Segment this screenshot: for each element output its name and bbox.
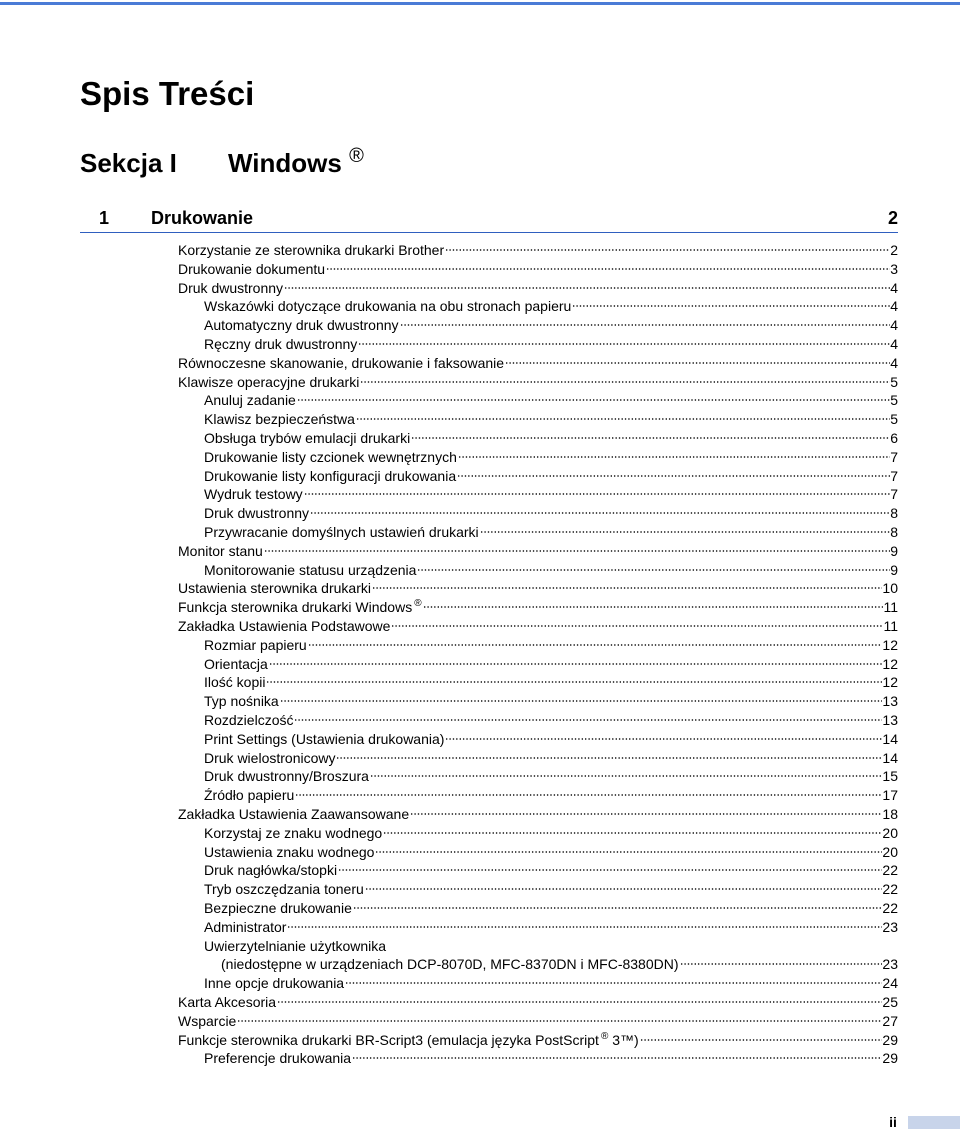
toc-entry[interactable] xyxy=(204,636,898,655)
dot-leader xyxy=(370,771,882,781)
toc-page-number: 8 xyxy=(890,505,898,522)
toc-entry-text: Obsługa trybów emulacji drukarki xyxy=(204,430,411,446)
toc-entry-text: Źródło papieru xyxy=(204,787,295,804)
toc-page-number: 4 xyxy=(890,298,898,315)
toc-page-number: 11 xyxy=(883,618,898,634)
toc-entry-title xyxy=(204,937,386,956)
toc-page-number: 7 xyxy=(890,448,898,465)
toc-entry[interactable] xyxy=(204,316,898,335)
toc-page-number: 5 xyxy=(890,392,898,409)
toc-page-number: 29 xyxy=(882,1050,898,1067)
toc-page-number: 12 xyxy=(882,655,898,672)
dot-leader xyxy=(360,377,890,387)
toc-entry-text: Orientacja xyxy=(204,655,268,672)
toc-page-number: 10 xyxy=(882,580,898,597)
toc-entry-title xyxy=(204,918,286,937)
toc-entry-text: Automatyczny druk dwustronny xyxy=(204,317,399,334)
dot-leader xyxy=(269,659,883,669)
toc-entry-title xyxy=(204,673,265,692)
toc-entry-text: Typ nośnika xyxy=(204,693,279,710)
toc-page-number: 6 xyxy=(890,430,898,446)
toc-page-number: 23 xyxy=(882,956,898,973)
toc-entry-text: Ustawienia sterownika drukarki xyxy=(178,580,371,597)
toc-page-number: 27 xyxy=(882,1012,898,1029)
toc-entry-text: Zakładka Ustawienia Zaawansowane xyxy=(178,806,410,822)
dot-leader xyxy=(280,696,883,706)
section-title: Windows xyxy=(228,148,342,178)
dot-leader xyxy=(410,809,882,819)
toc-entry-title xyxy=(204,974,344,993)
dot-leader xyxy=(338,865,882,875)
toc-entry[interactable] xyxy=(178,617,898,636)
toc-entry-text: Monitorowanie statusu urządzenia xyxy=(204,561,417,578)
toc-entry-title xyxy=(204,1049,351,1068)
toc-entry-text: Drukowanie listy czcionek wewnętrznych xyxy=(204,448,457,465)
toc-entry[interactable] xyxy=(204,918,898,937)
toc-page-number: 25 xyxy=(882,994,898,1010)
toc-page-number: 24 xyxy=(882,975,898,992)
toc-entry-text: Klawisz bezpieczeństwa xyxy=(204,411,355,428)
toc-entry[interactable] xyxy=(178,373,898,392)
toc-entry-title xyxy=(204,692,279,711)
dot-leader xyxy=(326,264,890,274)
toc-entry-title xyxy=(178,241,444,260)
toc-page-number: 7 xyxy=(890,486,898,503)
toc-entry-title xyxy=(178,579,371,598)
footer-bar xyxy=(908,1116,960,1129)
toc-entry-text-tail: 3™) xyxy=(608,1031,639,1048)
registered-mark: ® xyxy=(414,598,422,610)
section-heading xyxy=(80,145,364,181)
toc-page-number: 13 xyxy=(882,693,898,710)
dot-leader xyxy=(372,583,882,593)
toc-entry[interactable] xyxy=(204,391,898,410)
toc-page-number: 9 xyxy=(890,561,898,578)
toc-entry[interactable] xyxy=(204,561,898,580)
dot-leader xyxy=(294,715,882,725)
dot-leader xyxy=(391,621,883,631)
toc-entry-title xyxy=(178,260,325,279)
toc-entry[interactable] xyxy=(204,673,898,692)
toc-entry-text: Drukowanie listy konfiguracji drukowania xyxy=(204,467,457,484)
toc-page-number: 3 xyxy=(890,260,898,277)
dot-leader xyxy=(295,790,882,800)
toc-entry-title xyxy=(204,297,571,316)
toc-entry-title xyxy=(204,749,335,768)
dot-leader xyxy=(277,997,882,1007)
dot-leader xyxy=(423,602,884,612)
dot-leader xyxy=(400,320,891,330)
toc-page-number: 20 xyxy=(882,824,898,841)
toc-entry-text: Inne opcje drukowania xyxy=(204,975,345,992)
chapter-number: 1 xyxy=(99,208,110,228)
toc-page-number: 13 xyxy=(882,712,898,728)
toc-entry-title xyxy=(204,523,479,542)
dot-leader xyxy=(287,922,882,932)
dot-leader xyxy=(297,395,890,405)
toc-entry-text: Drukowanie dokumentu xyxy=(178,260,326,277)
toc-entry[interactable] xyxy=(204,786,898,805)
dot-leader xyxy=(680,959,883,969)
toc-page-number: 22 xyxy=(882,862,898,879)
toc-page-number: 23 xyxy=(882,918,898,935)
toc-page-number: 22 xyxy=(882,881,898,898)
toc-page-number: 4 xyxy=(890,279,898,296)
toc-entry[interactable] xyxy=(221,955,898,974)
dot-leader xyxy=(352,1053,882,1063)
toc-entry-title xyxy=(204,467,456,486)
toc-entry-text: Uwierzytelnianie użytkownika xyxy=(204,937,387,954)
toc-entry-text: Ustawienia znaku wodnego xyxy=(204,843,375,860)
dot-leader xyxy=(640,1035,883,1045)
dot-leader xyxy=(375,847,882,857)
page-footer xyxy=(878,1113,960,1131)
toc-page-number: 12 xyxy=(882,674,898,691)
toc-page-number: 14 xyxy=(882,730,898,747)
toc-entry[interactable] xyxy=(178,1031,898,1050)
toc-page-number: 8 xyxy=(890,524,898,540)
dot-leader xyxy=(445,734,882,744)
toc-entry[interactable] xyxy=(204,861,898,880)
toc-entry[interactable] xyxy=(204,410,898,429)
toc-entry-title xyxy=(204,767,369,786)
toc-entry-title xyxy=(204,861,337,880)
toc-page-number: 5 xyxy=(890,373,898,390)
toc-page-number: 11 xyxy=(883,599,898,616)
toc-entry[interactable] xyxy=(204,974,898,993)
top-rule xyxy=(0,2,960,5)
toc-page-number: 12 xyxy=(882,636,898,653)
dot-leader xyxy=(345,978,882,988)
toc-page-number: 22 xyxy=(882,900,898,916)
toc-entry[interactable] xyxy=(204,467,898,486)
registered-mark: ® xyxy=(600,1030,609,1042)
toc-entry-title xyxy=(204,335,357,354)
toc-entry-title xyxy=(204,636,307,655)
toc-entry[interactable] xyxy=(204,692,898,711)
toc-entry-title xyxy=(204,730,444,749)
toc-entry-text: Tryb oszczędzania toneru xyxy=(204,881,364,898)
toc-page-number: 17 xyxy=(882,787,898,804)
toc-entry[interactable] xyxy=(204,937,898,956)
toc-entry-text: Rozmiar papieru xyxy=(204,636,307,653)
toc-entry-text: (niedostępne w urządzeniach DCP-8070D, MFC-8370DN i MFC-8380DN) xyxy=(221,956,679,973)
dot-leader xyxy=(264,546,890,556)
dot-leader xyxy=(458,452,890,462)
toc-page-number: 29 xyxy=(882,1031,898,1048)
toc-entry[interactable] xyxy=(178,598,898,617)
toc-page-number: 4 xyxy=(890,354,898,371)
page-title: Spis Treści xyxy=(80,75,255,112)
toc-entry[interactable] xyxy=(204,749,898,768)
toc-entry-text: Funkcja sterownika drukarki Windows xyxy=(178,599,413,616)
toc-entry-title xyxy=(221,955,679,974)
toc-entry[interactable] xyxy=(204,843,898,862)
toc-entry[interactable] xyxy=(178,805,898,824)
toc-page-number: 4 xyxy=(890,336,898,352)
dot-leader xyxy=(308,640,883,650)
toc-entry-text: Rozdzielczość xyxy=(204,712,294,728)
section-label: Sekcja I xyxy=(80,148,177,178)
toc-entry-text: Przywracanie domyślnych ustawień drukarki xyxy=(204,524,479,540)
dot-leader xyxy=(411,433,890,443)
toc-entry-title xyxy=(204,504,309,523)
toc-entry[interactable] xyxy=(204,1049,898,1068)
toc-entry-text: Klawisze operacyjne drukarki xyxy=(178,373,360,390)
toc-entry[interactable] xyxy=(204,824,898,843)
chapter-heading[interactable] xyxy=(80,206,898,233)
toc-entry-title xyxy=(204,843,374,862)
toc-entry[interactable] xyxy=(178,993,898,1012)
dot-leader xyxy=(358,339,890,349)
toc-entry-title xyxy=(178,373,359,392)
toc-entry-title xyxy=(178,805,409,824)
toc-entry-text: Równoczesne skanowanie, drukowanie i faksowanie xyxy=(178,354,505,371)
toc-entry-text: Funkcje sterownika drukarki BR-Script3 (emulacja języka PostScript xyxy=(178,1031,599,1048)
toc-entry-text: Administrator xyxy=(204,918,287,935)
toc-entry[interactable] xyxy=(204,655,898,674)
toc-entry[interactable] xyxy=(204,730,898,749)
toc-entry-title xyxy=(178,542,263,561)
toc-entry-title xyxy=(178,1012,236,1031)
toc-entry-title xyxy=(178,354,504,373)
toc-entry[interactable] xyxy=(204,504,898,523)
chapter-title: Drukowanie xyxy=(151,208,254,228)
toc-entry[interactable] xyxy=(204,448,898,467)
toc-entry-title xyxy=(204,448,457,467)
toc-entry-text: Ręczny druk dwustronny xyxy=(204,336,358,352)
toc-entry[interactable] xyxy=(178,279,898,298)
toc-entry[interactable] xyxy=(204,767,898,786)
toc-page-number: 2 xyxy=(890,242,898,258)
toc-entry-title xyxy=(204,410,355,429)
toc-page-number: 18 xyxy=(882,806,898,822)
dot-leader xyxy=(457,471,890,481)
toc-entry-text: Preferencje drukowania xyxy=(204,1050,352,1067)
toc-entry[interactable] xyxy=(178,1012,898,1031)
toc-entry-text: Bezpieczne drukowanie xyxy=(204,900,352,916)
dot-leader xyxy=(505,358,890,368)
toc-entry[interactable] xyxy=(204,297,898,316)
toc-entry[interactable] xyxy=(204,485,898,504)
toc-entry-title xyxy=(178,617,390,636)
toc-entry-title xyxy=(204,786,294,805)
toc-page-number: 4 xyxy=(890,317,898,334)
dot-leader xyxy=(237,1016,882,1026)
toc-entry[interactable] xyxy=(178,579,898,598)
page-number: ii xyxy=(889,1114,897,1130)
toc-entry[interactable] xyxy=(178,260,898,279)
toc-entry[interactable] xyxy=(204,335,898,354)
toc-entry-text: Print Settings (Ustawienia drukowania) xyxy=(204,730,445,747)
toc-entry-title xyxy=(204,485,303,504)
toc-entry-text: Korzystaj ze znaku wodnego xyxy=(204,824,383,841)
toc-entry-text: Ilość kopii xyxy=(204,674,266,691)
toc-entry-title xyxy=(204,899,352,918)
toc-entry-title xyxy=(178,598,422,617)
toc-entry-text: Wydruk testowy xyxy=(204,486,303,503)
toc-entry-text: Karta Akcesoria xyxy=(178,994,277,1010)
dot-leader xyxy=(310,508,890,518)
toc-entry-title xyxy=(204,429,410,448)
toc-entry[interactable] xyxy=(204,880,898,899)
toc-entry[interactable] xyxy=(178,241,898,260)
toc-entry-title xyxy=(204,391,296,410)
toc-entry-title xyxy=(204,711,293,730)
dot-leader xyxy=(383,828,882,838)
toc-page-number: 7 xyxy=(890,467,898,484)
toc-entry-text: Korzystanie ze sterownika drukarki Brother xyxy=(178,242,445,258)
registered-mark: ® xyxy=(349,145,364,167)
toc-entry-text: Monitor stanu xyxy=(178,542,263,559)
toc-page-number: 20 xyxy=(882,843,898,860)
toc-entry-text: Zakładka Ustawienia Podstawowe xyxy=(178,618,391,634)
dot-leader xyxy=(304,489,891,499)
chapter-page: 2 xyxy=(887,208,898,228)
toc-entry[interactable] xyxy=(204,711,898,730)
toc-entry-text: Druk nagłówka/stopki xyxy=(204,862,338,879)
toc-entry-title xyxy=(178,1031,639,1050)
dot-leader xyxy=(284,283,890,293)
dot-leader xyxy=(572,301,890,311)
dot-leader xyxy=(365,884,883,894)
dot-leader xyxy=(336,753,882,763)
dot-leader xyxy=(266,677,882,687)
toc-entry-text: Wskazówki dotyczące drukowania na obu stronach papieru xyxy=(204,298,572,315)
toc-entry-text: Druk dwustronny xyxy=(178,279,284,296)
toc-entry[interactable] xyxy=(204,429,898,448)
toc-entry-title xyxy=(204,824,382,843)
toc-entry-title xyxy=(204,561,416,580)
toc-entry[interactable] xyxy=(178,354,898,373)
toc-page-number: 9 xyxy=(890,542,898,559)
toc-entry[interactable] xyxy=(178,542,898,561)
dot-leader xyxy=(417,565,890,575)
dot-leader xyxy=(445,245,890,255)
toc-entry-text: Druk dwustronny xyxy=(204,505,310,522)
toc-entry-title xyxy=(178,993,276,1012)
toc-entry-text: Wsparcie xyxy=(178,1012,237,1029)
toc-entry[interactable] xyxy=(204,523,898,542)
dot-leader xyxy=(353,903,883,913)
dot-leader xyxy=(480,527,891,537)
toc-entry[interactable] xyxy=(204,899,898,918)
toc-page-number: 14 xyxy=(882,749,898,766)
toc-entry-title xyxy=(204,880,364,899)
toc-entry-text: Druk wielostronicowy xyxy=(204,749,336,766)
toc-page-number: 15 xyxy=(882,768,898,785)
dot-leader xyxy=(356,414,890,424)
toc-entry-title xyxy=(204,316,399,335)
toc-entry-title xyxy=(204,655,268,674)
toc-page-number: 5 xyxy=(890,411,898,428)
toc-entry-title xyxy=(178,279,283,298)
toc-entry-text: Druk dwustronny/Broszura xyxy=(204,768,369,785)
toc-entry-text: Anuluj zadanie xyxy=(204,392,296,409)
